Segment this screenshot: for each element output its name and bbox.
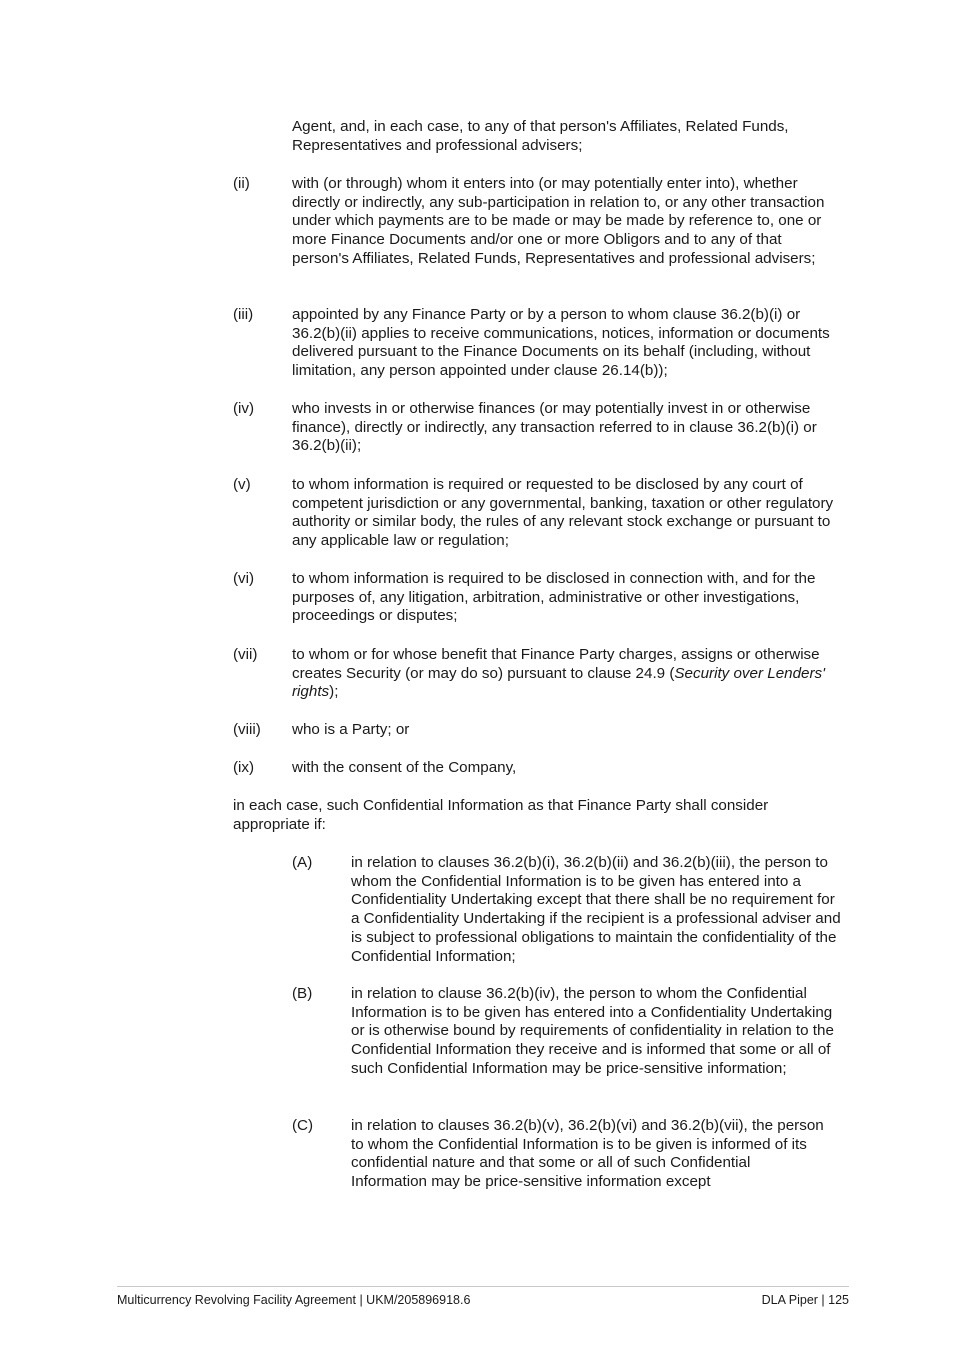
item-number: (iii) (233, 306, 254, 323)
footer-document-reference: Multicurrency Revolving Facility Agreement | UKM/205896918.6 (117, 1293, 471, 1307)
item-text-part: to whom or for whose benefit that Finance Party charges, assigns or otherwise creates Security (or may do so) pursuant to clause 24.9 ( (292, 646, 820, 682)
item-number: (vi) (233, 570, 255, 587)
footer-page-number: DLA Piper | 125 (761, 1293, 849, 1307)
item-text: who invests in or otherwise finances (or may potentially invest in or otherwise finance), directly or indirectly, any transaction referred to in clause 36.2(b)(i) or 36.2(b)(ii); (292, 400, 817, 455)
subitem-number: (B) (292, 985, 313, 1002)
item-text: to whom information is required to be disclosed in connection with, and for the purposes of, any litigation, arbitration, administrative or other investigations, proceedings or disputes; (292, 570, 816, 625)
item-number: (iv) (233, 400, 255, 417)
item-number: (ix) (233, 759, 255, 776)
item-text: with (or through) whom it enters into (or may potentially enter into), whether directly or indirectly, any sub-participation in relation to, or any other transaction under which payments are to be made or may be made by reference to, one or more Finance Documents and/or one or more Obligors and to any of that person's Affiliates, Related Funds, Representatives and professional advisers; (292, 175, 825, 267)
clause-title-italic: Security over Lenders' rights (292, 664, 826, 701)
subitem-text: in relation to clauses 36.2(b)(i), 36.2(b)(ii) and 36.2(b)(iii), the person to whom the Confidential Information is to be given has entered into a Confidentiality Undertaking except that there shall be no requirement for a Confidentiality Undertaking if the recipient is a professional adviser and is subject to professional obligations to maintain the confidentiality of the Confidential Information; (351, 854, 841, 965)
lead-in-paragraph: in each case, such Confidential Information as that Finance Party shall consider appropriate if: (233, 797, 769, 833)
item-text-part: ); (329, 683, 339, 701)
item-number: (viii) (233, 721, 261, 738)
item-number: (vii) (233, 646, 258, 663)
subitem-number: (A) (292, 854, 313, 871)
subitem-number: (C) (292, 1117, 314, 1134)
item-text: who is a Party; or (292, 721, 410, 738)
footer-divider (117, 1286, 849, 1287)
item-number: (v) (233, 476, 251, 493)
item-text: with the consent of the Company, (292, 759, 517, 776)
subitem-text: in relation to clauses 36.2(b)(v), 36.2(b)(vi) and 36.2(b)(vii), the person to whom the Confidential Information is to be given is informed of its confidential nature and that some or all of such Confidential Information may be price-sensitive information except (351, 1117, 824, 1191)
subitem-text: in relation to clause 36.2(b)(iv), the person to whom the Confidential Information is to be given has entered into a Confidentiality Undertaking or is otherwise bound by requirements of confidentiality in relation to the Confidential Information they receive and is informed that some or all of such Confidential Information may be price-sensitive information; (351, 985, 834, 1077)
item-text: appointed by any Finance Party or by a person to whom clause 36.2(b)(i) or 36.2(b)(ii) applies to receive communications, notices, information or documents delivered pursuant to the Finance Documents on its behalf (including, without limitation, any person appointed under clause 26.14(b)); (292, 306, 830, 380)
continuation-paragraph: Agent, and, in each case, to any of that person's Affiliates, Related Funds, Representatives and professional advisers; (292, 118, 789, 154)
item-text (292, 646, 840, 702)
item-number: (ii) (233, 175, 250, 192)
item-text: to whom information is required or requested to be disclosed by any court of competent jurisdiction or any governmental, banking, taxation or other regulatory authority or similar body, the rules of any relevant stock exchange or pursuant to any applicable law or regulation; (292, 476, 834, 550)
